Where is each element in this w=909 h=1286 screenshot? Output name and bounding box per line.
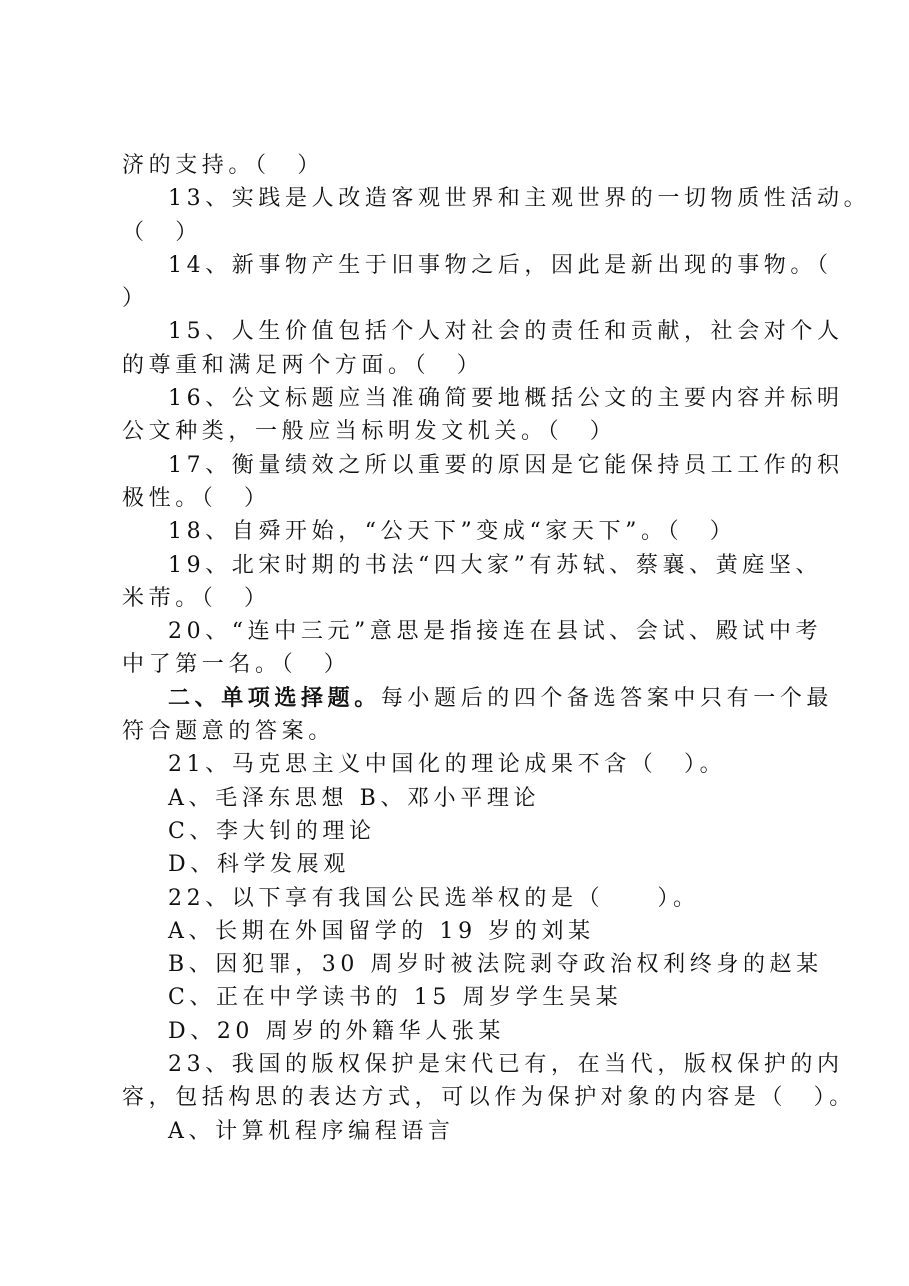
section-heading-text: 每小题后的四个备选答案中只有一个最 bbox=[380, 685, 834, 711]
section-heading-title: 二、单项选择题。 bbox=[168, 684, 381, 711]
section-heading-continuation: 符合题意的答案。 bbox=[122, 719, 335, 745]
text-line: 公文种类，一般应当标明发文机关。（ ） bbox=[122, 419, 617, 445]
question-22: 22、以下享有我国公民选举权的是（ ）。 bbox=[168, 885, 700, 911]
text-line: 米芾。（ ） bbox=[122, 585, 271, 611]
option-line: C、李大钊的理论 bbox=[168, 818, 376, 844]
document-body bbox=[122, 149, 871, 1148]
option-line: A、长期在外国留学的 19 岁的刘某 bbox=[168, 918, 595, 944]
option-line: B、因犯罪，30 周岁时被法院剥夺政治权利终身的赵某 bbox=[168, 952, 823, 978]
text-line: （ ） bbox=[122, 219, 202, 245]
text-line: 容，包括构思的表达方式，可以作为保护对象的内容是（ ）。 bbox=[122, 1085, 856, 1111]
text-line: 极性。（ ） bbox=[122, 485, 271, 511]
text-line: 的尊重和满足两个方面。（ ） bbox=[122, 352, 484, 378]
section-heading bbox=[122, 682, 834, 715]
option-line: D、科学发展观 bbox=[168, 852, 350, 878]
question-19: 19、北宋时期的书法“四大家”有苏轼、蔡襄、黄庭坚、 bbox=[168, 552, 823, 578]
question-15: 15、人生价值包括个人对社会的责任和贡献，社会对个人 bbox=[168, 319, 844, 345]
text-line: 济的支持。（ ） bbox=[122, 153, 324, 178]
option-line: D、20 周岁的外籍华人张某 bbox=[168, 1018, 506, 1044]
question-13: 13、实践是人改造客观世界和主观世界的一切物质性活动。 bbox=[168, 186, 871, 212]
question-16: 16、公文标题应当准确简要地概括公文的主要内容并标明 bbox=[168, 386, 844, 412]
question-14: 14、新事物产生于旧事物之后，因此是新出现的事物。（ bbox=[168, 252, 833, 278]
text-line: ） bbox=[122, 286, 149, 312]
question-18: 18、自舜开始，“公天下”变成“家天下”。（ ） bbox=[168, 519, 737, 545]
question-23: 23、我国的版权保护是宋代已有，在当代，版权保护的内 bbox=[168, 1052, 844, 1078]
question-17: 17、衡量绩效之所以重要的原因是它能保持员工工作的积 bbox=[168, 452, 844, 478]
question-21: 21、马克思主义中国化的理论成果不含（ ）。 bbox=[168, 752, 727, 778]
option-line: A、毛泽东思想 B、邓小平理论 bbox=[168, 785, 541, 811]
text-line: 中了第一名。（ ） bbox=[122, 652, 351, 678]
option-line: A、计算机程序编程语言 bbox=[168, 1118, 455, 1144]
option-line: C、正在中学读书的 15 周岁学生吴某 bbox=[168, 985, 623, 1011]
question-20: 20、“连中三元”意思是指接连在县试、会试、殿试中考 bbox=[168, 619, 823, 645]
